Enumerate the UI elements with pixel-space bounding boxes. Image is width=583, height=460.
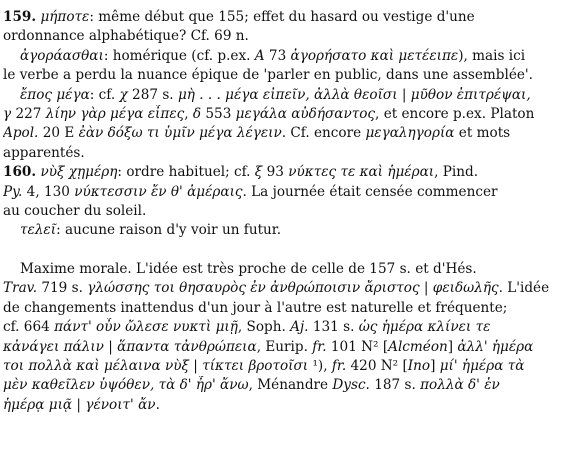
text-segment: , Ménandre: [248, 377, 333, 394]
text-segment: .: [155, 396, 160, 413]
text-segment: ,: [184, 106, 193, 123]
text-segment: 287 s.: [127, 86, 178, 103]
text-segment: : aucune raison d'y voir un futur.: [56, 222, 282, 239]
text-segment: , Soph.: [237, 319, 291, 336]
text-line: [3, 396, 578, 415]
greek-text: ἡμέρᾳ μιᾷ | γένοιτ' ἄν: [3, 396, 156, 413]
text-segment: de changements inattendus d'un jour à l'autre est naturelle et fréquente;: [3, 299, 508, 316]
text-segment: 187 s.: [369, 377, 421, 394]
greek-text: δ: [192, 106, 202, 123]
text-segment: et mots: [454, 125, 511, 142]
text-line: [3, 47, 578, 66]
greek-text: μεγαληγορία: [365, 125, 455, 142]
greek-text: μὲν καθεῖλεν ὑψόθεν, τὰ δ' ἦρ' ἄνω: [3, 377, 249, 394]
commentary-section: [3, 260, 578, 415]
text-line: [3, 221, 578, 240]
text-segment: 420 N² [: [346, 357, 408, 374]
text-line: [3, 279, 578, 298]
italic-text: fr.: [331, 357, 347, 374]
text-segment: : même début que 155; effet du hasard ou vestige d'une: [89, 9, 475, 25]
text-line: [3, 299, 578, 318]
text-line: [3, 144, 578, 163]
text-line: [3, 357, 578, 376]
text-segment: Maxime morale. L'idée est très proche de celle de 157 s. et d'Hés.: [20, 260, 477, 277]
greek-text: μί' ἡμέρα τὰ: [439, 357, 525, 374]
greek-text: πολλὰ δ' ἐν: [420, 377, 500, 394]
greek-text: ἐὰν δόξω τι ὑμῖν μέγα λέγειν: [78, 125, 282, 142]
greek-text: ἀγορήσατο καὶ μετέειπε: [290, 47, 459, 64]
text-line: [3, 376, 578, 395]
greek-text: νὺξ χῃμέρη: [40, 164, 118, 181]
text-segment: 93: [262, 164, 289, 181]
text-segment: 227: [11, 106, 46, 123]
text-segment: 4, 130: [22, 183, 75, 200]
text-segment: 553: [201, 106, 236, 123]
greek-text: ἀγοράασθαι: [20, 47, 104, 64]
note-number: 159.: [3, 9, 37, 25]
text-line: [3, 86, 578, 105]
greek-text: γ: [3, 106, 12, 123]
greek-text: νύκτες τε καὶ ἡμέραι: [288, 164, 435, 181]
text-segment: : ordre habituel; cf.: [117, 164, 255, 181]
notes-section: [3, 8, 578, 241]
text-line: [3, 105, 578, 124]
italic-text: A: [254, 47, 265, 64]
greek-text: χ: [119, 86, 128, 103]
text-segment: 20 E: [38, 125, 79, 142]
text-segment: . Cf. encore: [281, 125, 366, 142]
text-segment: cf. 664: [3, 319, 55, 336]
text-line: [3, 27, 578, 46]
text-segment: ]: [447, 338, 458, 355]
italic-text: Aj.: [290, 319, 309, 336]
text-line: [3, 202, 578, 221]
text-line: [3, 260, 578, 279]
greek-text: μήποτε: [40, 9, 90, 25]
text-segment: 131 s.: [308, 319, 359, 336]
text-segment: , Pind.: [434, 164, 479, 181]
greek-text: μὴ . . . μέγα εἰπεῖν, ἀλλὰ θεοῖσι | μῦθον ἐπιτρέψαι,: [177, 86, 531, 103]
text-segment: . L'idée: [498, 280, 550, 297]
text-segment: 719 s.: [37, 280, 88, 297]
text-segment: au coucher du soleil.: [3, 203, 147, 220]
text-line: [3, 66, 578, 85]
note-number: 160.: [3, 164, 37, 181]
text-segment: : homérique (cf. p.ex.: [103, 47, 255, 64]
text-line: [3, 163, 578, 182]
greek-text: πάντ' οὖν ὤλεσε νυκτὶ μιῇ: [54, 319, 238, 336]
text-line: [3, 124, 578, 143]
text-segment: ordonnance alphabétique? Cf. 69 n.: [3, 28, 249, 45]
section-gap: [3, 241, 578, 260]
italic-text: Trav.: [3, 280, 38, 297]
greek-text: ἀλλ' ἡμέρα: [457, 338, 534, 355]
text-segment: , et encore p.ex. Platon: [375, 106, 535, 123]
page: [3, 8, 578, 415]
text-segment: ¹),: [308, 357, 332, 374]
text-line: [3, 318, 578, 337]
text-segment: . La journée était censée commencer: [242, 183, 498, 200]
greek-text: τοι πολλὰ καὶ μέλαινα νὺξ | τίκτει βροτοῖσι: [3, 357, 309, 374]
greek-text: κἀνάγει πάλιν | ἅπαντα τἀνθρώπεια: [3, 338, 257, 355]
text-line: [3, 183, 578, 202]
text-segment: le verbe a perdu la nuance épique de 'parler en public, dans une assemblée'.: [3, 67, 533, 84]
italic-text: fr.: [312, 338, 327, 355]
text-segment: : cf.: [89, 86, 120, 103]
italic-text: Ino: [407, 357, 431, 374]
text-segment: ), mais ici: [458, 47, 526, 64]
text-segment: ]: [430, 357, 440, 374]
greek-text: λίην γὰρ μέγα εἶπες: [45, 106, 185, 123]
text-line: [3, 8, 578, 27]
italic-text: Alcméon: [388, 338, 448, 355]
greek-text: τελεῖ: [20, 222, 57, 239]
text-segment: , Eurip.: [256, 338, 313, 355]
text-segment: apparentés.: [3, 144, 85, 161]
greek-text: ξ: [254, 164, 263, 181]
greek-text: νύκτεσσιν ἔν θ' ἁμέραις: [74, 183, 243, 200]
text-segment: 73: [264, 47, 291, 64]
greek-text: μεγάλα αὐδήσαντος: [235, 106, 376, 123]
greek-text: γλώσσης τοι θησαυρὸς ἐν ἀνθρώποισιν ἄριστος | φειδωλῆς: [87, 280, 499, 297]
greek-text: ἔπος μέγα: [20, 86, 90, 103]
greek-text: ὡς ἡμέρα κλίνει τε: [358, 319, 491, 336]
text-segment: 101 N² [: [326, 338, 389, 355]
italic-text: Apol.: [3, 125, 39, 142]
italic-text: Py.: [3, 183, 23, 200]
text-line: [3, 338, 578, 357]
italic-text: Dysc.: [332, 377, 370, 394]
